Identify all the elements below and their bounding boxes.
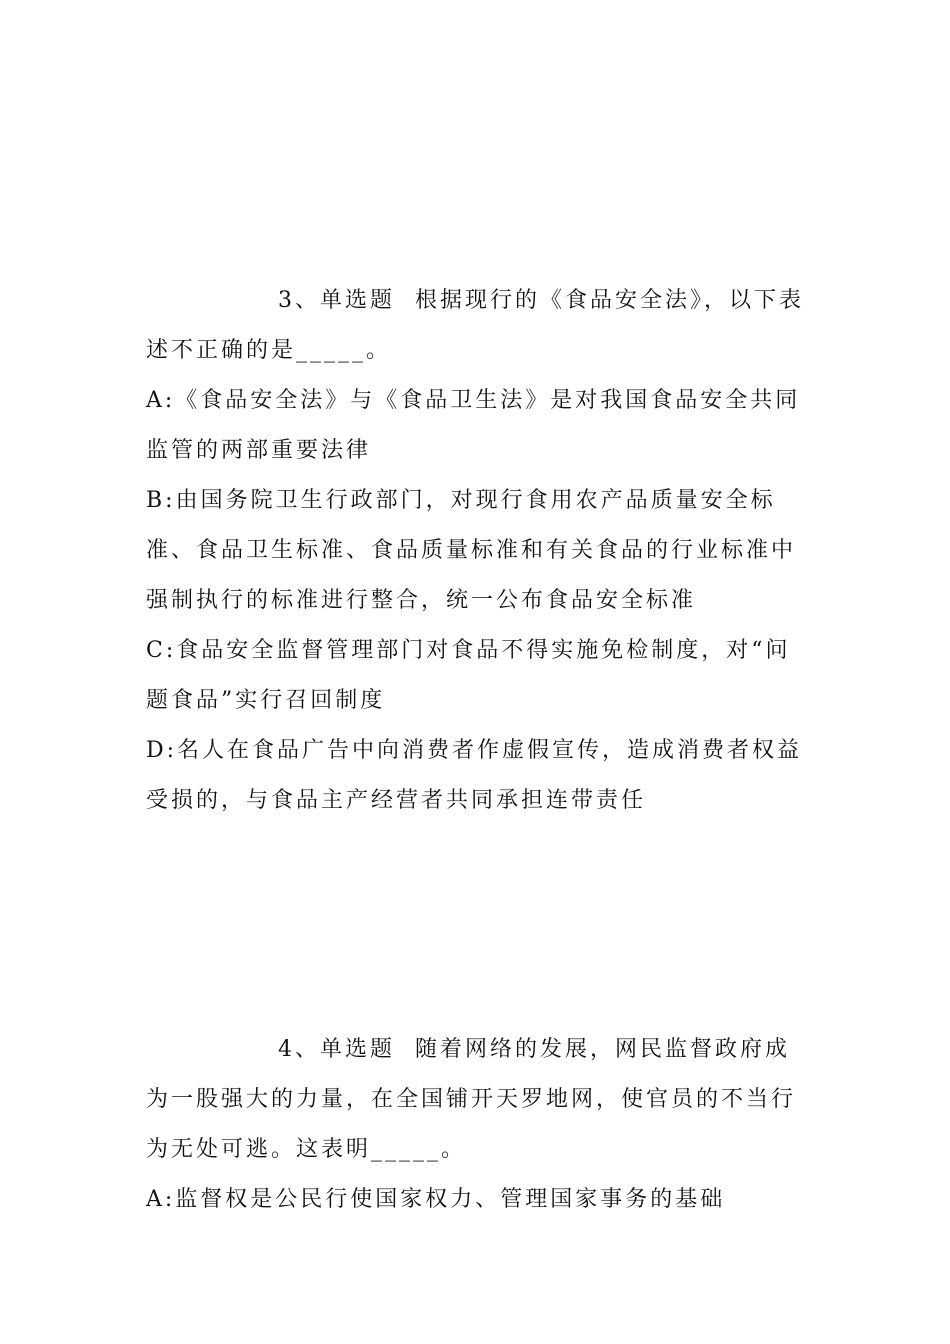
option-a: A:《食品安全法》与《食品卫生法》是对我国食品安全共同监管的两部重要法律 (146, 388, 801, 463)
question-text: 随着网络的发展，网民监督政府成为一股强大的力量，在全国铺开天罗地网，使官员的不当行为无处可逃。这表明_____。 (146, 1037, 797, 1162)
option-b: B:由国务院卫生行政部门，对现行食用农产品质量安全标准、食品卫生标准、食品质量标准和有关食品的行业标准中强制执行的标准进行整合，统一公布食品安全标准 (146, 488, 797, 613)
question-stem (146, 1025, 806, 1175)
question-4 (146, 1025, 806, 1225)
question-text: 根据现行的《食品安全法》，以下表述不正确的是_____。 (146, 288, 805, 363)
question-number: 4、单选题 (278, 1037, 395, 1062)
question-3 (146, 276, 806, 826)
option-d: D:名人在食品广告中向消费者作虚假宣传，造成消费者权益受损的，与食品主产经营者共同承担连带责任 (146, 738, 803, 813)
option-a: A:监督权是公民行使国家权力、管理国家事务的基础 (146, 1187, 726, 1212)
option-c: C:食品安全监督管理部门对食品不得实施免检制度，对“问题食品”实行召回制度 (146, 638, 791, 713)
question-number: 3、单选题 (278, 288, 395, 313)
question-stem (146, 276, 806, 376)
